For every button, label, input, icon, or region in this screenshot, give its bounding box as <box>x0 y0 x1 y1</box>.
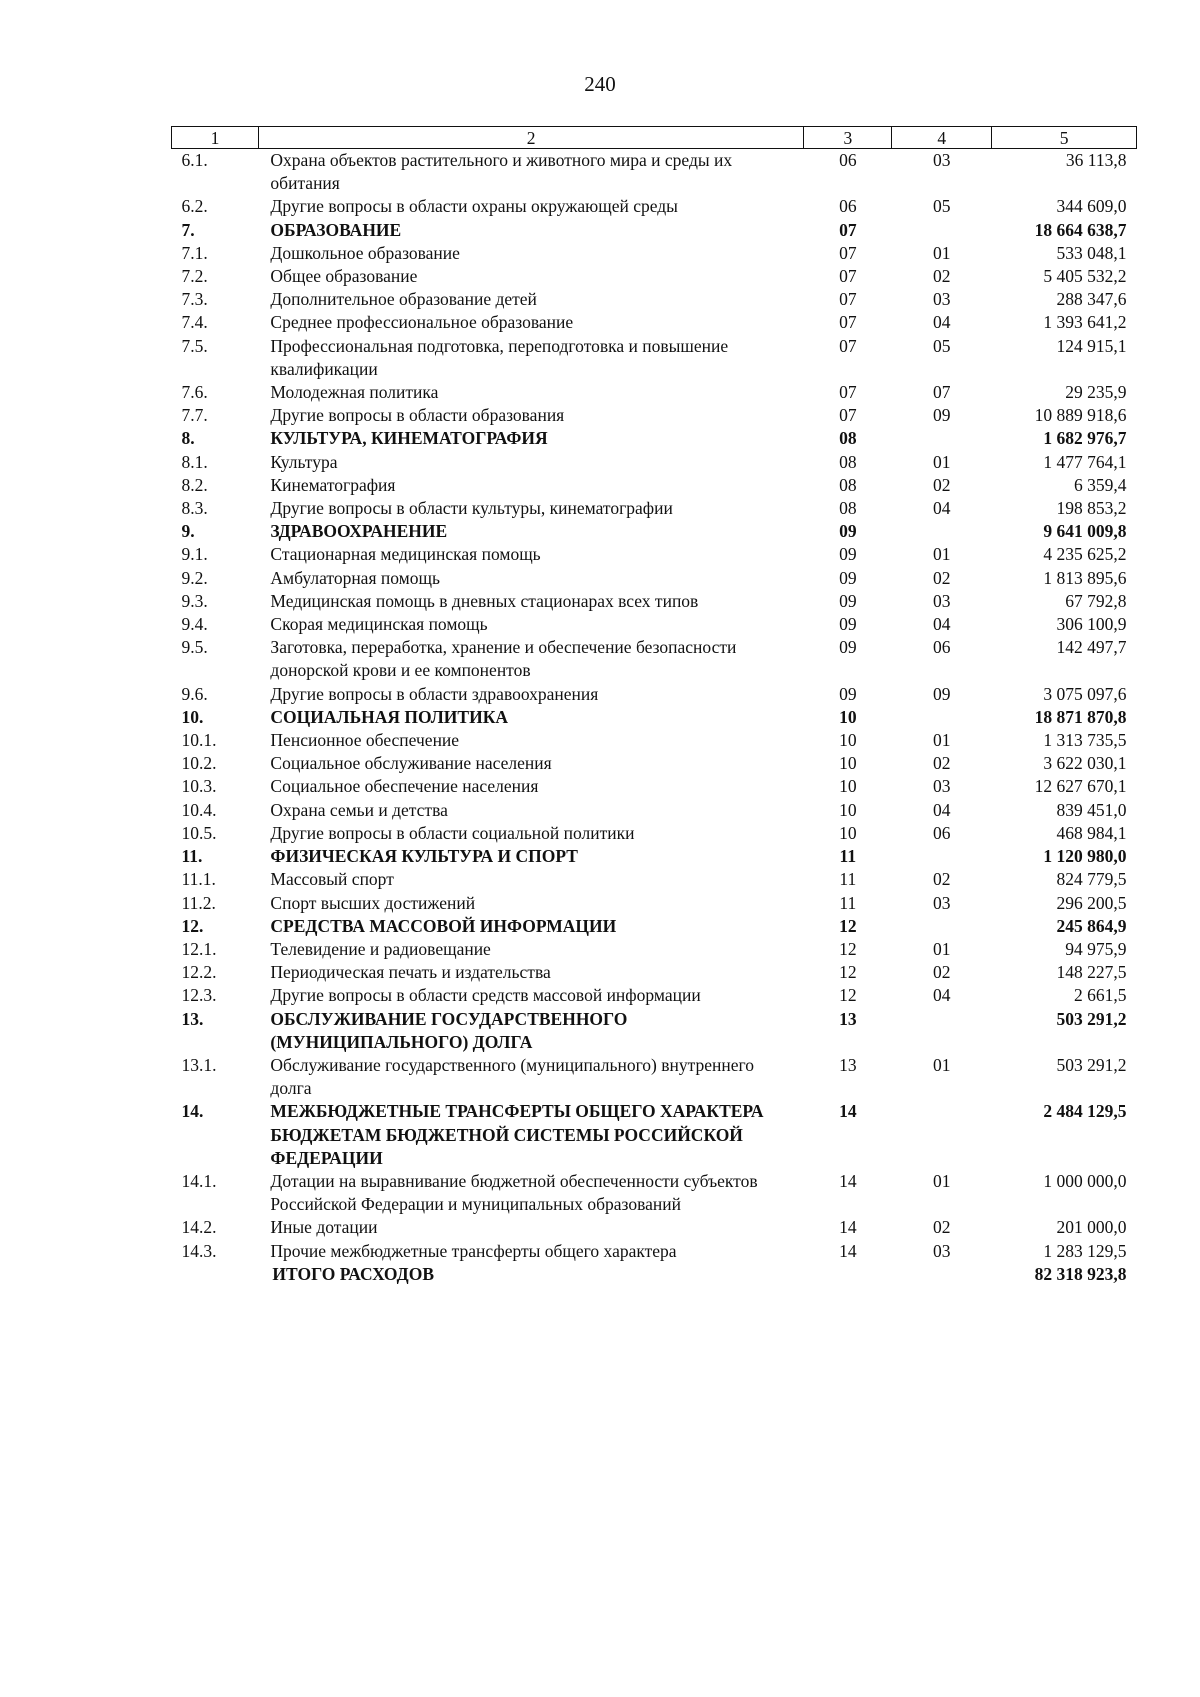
row-subsection: 04 <box>932 312 951 333</box>
table-row <box>172 242 1137 265</box>
row-name: Медицинская помощь в дневных стационарах всех типов <box>270 590 699 611</box>
row-subsection <box>892 1100 992 1170</box>
row-name: Охрана объектов растительного и животного мира и среды их обитания <box>270 150 733 194</box>
row-number: 14.1. <box>181 1170 217 1191</box>
row-name: Массовый спорт <box>270 869 394 890</box>
row-amount: 1 477 764,1 <box>1043 451 1127 472</box>
row-name: Социальное обеспечение населения <box>270 776 539 797</box>
row-section: 10 <box>839 822 857 843</box>
row-section: 07 <box>839 312 857 333</box>
row-number: 14.2. <box>181 1217 217 1238</box>
row-name: Молодежная политика <box>270 382 439 403</box>
row-name: МЕЖБЮДЖЕТНЫЕ ТРАНСФЕРТЫ ОБЩЕГО ХАРАКТЕРА БЮДЖЕТАМ БЮДЖЕТНОЙ СИСТЕМЫ РОССИЙСКОЙ ФЕДЕРАЦИИ <box>270 1101 764 1168</box>
row-section: 13 <box>839 1054 857 1075</box>
table-row <box>172 729 1137 752</box>
table-header <box>172 127 1137 149</box>
row-amount: 142 497,7 <box>1056 637 1127 658</box>
row-subsection: 03 <box>932 892 951 913</box>
row-subsection: 04 <box>932 498 951 519</box>
row-section: 09 <box>839 590 857 611</box>
row-subsection: 02 <box>932 869 951 890</box>
row-number: 8. <box>181 428 195 449</box>
table-row <box>172 613 1137 636</box>
table-body <box>172 149 1137 1286</box>
row-number: 13.1. <box>181 1054 217 1075</box>
row-name: Телевидение и радиовещание <box>270 938 491 959</box>
table-row <box>172 845 1137 868</box>
table-row <box>172 567 1137 590</box>
row-subsection: 03 <box>932 590 951 611</box>
row-subsection: 01 <box>932 1170 951 1191</box>
row-section: 09 <box>839 567 857 588</box>
row-section: 14 <box>839 1240 857 1261</box>
row-subsection: 02 <box>932 1217 951 1238</box>
row-subsection: 02 <box>932 266 951 287</box>
table-row <box>172 543 1137 566</box>
row-amount: 2 484 129,5 <box>1043 1101 1127 1122</box>
total-section <box>804 1263 892 1286</box>
row-number: 9.5. <box>181 637 208 658</box>
row-section: 12 <box>839 962 857 983</box>
row-amount: 10 889 918,6 <box>1034 405 1127 426</box>
row-amount: 201 000,0 <box>1056 1217 1127 1238</box>
table-row <box>172 381 1137 404</box>
row-amount: 148 227,5 <box>1056 962 1127 983</box>
row-amount: 94 975,9 <box>1065 938 1127 959</box>
row-number: 8.3. <box>181 498 208 519</box>
row-section: 07 <box>839 405 857 426</box>
row-amount: 3 622 030,1 <box>1043 753 1127 774</box>
row-subsection: 03 <box>932 150 951 170</box>
row-number: 9. <box>181 521 195 542</box>
row-name: Амбулаторная помощь <box>270 567 440 588</box>
row-number: 11. <box>181 846 203 867</box>
row-subsection: 03 <box>932 776 951 797</box>
row-subsection: 05 <box>932 196 951 217</box>
row-amount: 1 000 000,0 <box>1043 1170 1127 1191</box>
row-section: 09 <box>839 544 857 565</box>
row-number: 10.5. <box>181 822 217 843</box>
row-name: СОЦИАЛЬНАЯ ПОЛИТИКА <box>270 706 509 727</box>
row-subsection: 01 <box>932 938 951 959</box>
row-number: 11.2. <box>181 892 216 913</box>
row-number: 9.1. <box>181 544 208 565</box>
row-amount: 296 200,5 <box>1056 892 1127 913</box>
table-row <box>172 288 1137 311</box>
row-name: ОБРАЗОВАНИЕ <box>270 219 402 240</box>
total-num <box>172 1263 259 1286</box>
header-row <box>172 127 1137 149</box>
row-amount: 67 792,8 <box>1065 590 1127 611</box>
row-amount: 18 871 870,8 <box>1034 706 1127 727</box>
table-row <box>172 1100 1137 1170</box>
row-number: 8.1. <box>181 451 208 472</box>
table-row <box>172 868 1137 891</box>
row-subsection: 01 <box>932 242 951 263</box>
row-name: Другие вопросы в области образования <box>270 405 565 426</box>
row-subsection <box>892 219 992 242</box>
row-number: 7.7. <box>181 405 208 426</box>
row-number: 10.2. <box>181 753 217 774</box>
row-name: ЗДРАВООХРАНЕНИЕ <box>270 521 448 542</box>
row-amount: 824 779,5 <box>1056 869 1127 890</box>
table-row <box>172 335 1137 381</box>
row-amount: 4 235 625,2 <box>1043 544 1127 565</box>
table-row <box>172 404 1137 427</box>
table-row <box>172 984 1137 1007</box>
row-amount: 12 627 670,1 <box>1034 776 1127 797</box>
row-amount: 503 291,2 <box>1056 1008 1127 1029</box>
row-number: 12.3. <box>181 985 217 1006</box>
row-number: 10.1. <box>181 730 217 751</box>
table-row <box>172 1170 1137 1216</box>
row-amount: 1 682 976,7 <box>1043 428 1127 449</box>
row-subsection: 01 <box>932 544 951 565</box>
table-row <box>172 520 1137 543</box>
budget-table <box>171 126 1137 1286</box>
row-number: 6.1. <box>181 150 208 170</box>
row-subsection: 02 <box>932 474 951 495</box>
row-subsection <box>892 520 992 543</box>
table-row <box>172 1008 1137 1054</box>
row-section: 08 <box>839 428 857 449</box>
row-number: 7. <box>181 219 195 240</box>
row-section: 07 <box>839 266 857 287</box>
table-row <box>172 474 1137 497</box>
total-subsection <box>892 1263 992 1286</box>
row-name: Социальное обслуживание населения <box>270 753 552 774</box>
row-section: 14 <box>839 1170 857 1191</box>
row-section: 10 <box>839 776 857 797</box>
row-name: Другие вопросы в области социальной политики <box>270 822 635 843</box>
row-amount: 9 641 009,8 <box>1043 521 1127 542</box>
row-section: 10 <box>839 706 857 727</box>
header-col-4: 4 <box>892 127 992 149</box>
row-amount: 839 451,0 <box>1056 799 1127 820</box>
row-amount: 533 048,1 <box>1056 242 1127 263</box>
row-section: 09 <box>839 683 857 704</box>
row-section: 14 <box>839 1217 857 1238</box>
row-name: Другие вопросы в области охраны окружающей среды <box>270 196 678 217</box>
row-subsection: 01 <box>932 1054 951 1075</box>
row-number: 13. <box>181 1008 204 1029</box>
row-name: КУЛЬТУРА, КИНЕМАТОГРАФИЯ <box>270 428 548 449</box>
row-number: 10.4. <box>181 799 217 820</box>
row-amount: 29 235,9 <box>1065 382 1127 403</box>
row-section: 07 <box>839 242 857 263</box>
row-number: 14.3. <box>181 1240 217 1261</box>
table-row <box>172 451 1137 474</box>
table-row <box>172 961 1137 984</box>
row-amount: 5 405 532,2 <box>1043 266 1127 287</box>
row-subsection: 01 <box>932 730 951 751</box>
row-name: Скорая медицинская помощь <box>270 614 488 635</box>
row-name: Дотации на выравнивание бюджетной обеспеченности субъектов Российской Федерации и муниципальных образований <box>270 1170 758 1215</box>
row-amount: 1 313 735,5 <box>1043 730 1127 751</box>
row-section: 12 <box>839 915 857 936</box>
header-col-2: 2 <box>258 127 803 149</box>
row-amount: 468 984,1 <box>1056 822 1127 843</box>
row-name: Среднее профессиональное образование <box>270 312 574 333</box>
row-name: Профессиональная подготовка, переподготовка и повышение квалификации <box>270 335 729 379</box>
row-section: 12 <box>839 985 857 1006</box>
row-subsection: 02 <box>932 567 951 588</box>
row-number: 7.3. <box>181 289 208 310</box>
row-amount: 18 664 638,7 <box>1034 219 1127 240</box>
row-subsection <box>892 845 992 868</box>
row-section: 09 <box>839 637 857 658</box>
row-number: 10. <box>181 706 204 727</box>
row-section: 07 <box>839 219 857 240</box>
row-name: Спорт высших достижений <box>270 892 476 913</box>
row-amount: 3 075 097,6 <box>1043 683 1127 704</box>
row-section: 08 <box>839 474 857 495</box>
table-row <box>172 915 1137 938</box>
table-row <box>172 775 1137 798</box>
row-name: ФИЗИЧЕСКАЯ КУЛЬТУРА И СПОРТ <box>270 846 578 867</box>
page-number: 240 <box>584 72 616 96</box>
row-name: Заготовка, переработка, хранение и обеспечение безопасности донорской крови и ее компонентов <box>270 637 737 681</box>
total-label: ИТОГО РАСХОДОВ <box>272 1263 434 1284</box>
row-section: 06 <box>839 150 857 170</box>
row-subsection: 09 <box>932 405 951 426</box>
row-section: 08 <box>839 498 857 519</box>
row-section: 12 <box>839 938 857 959</box>
row-section: 14 <box>839 1101 857 1122</box>
row-section: 07 <box>839 382 857 403</box>
row-amount: 2 661,5 <box>1074 985 1127 1006</box>
table-row <box>172 799 1137 822</box>
table-row <box>172 195 1137 218</box>
row-number: 7.6. <box>181 382 208 403</box>
row-amount: 306 100,9 <box>1056 614 1127 635</box>
row-subsection: 06 <box>932 637 951 658</box>
row-amount: 1 283 129,5 <box>1043 1240 1127 1261</box>
row-section: 09 <box>839 614 857 635</box>
row-name: Кинематография <box>270 474 396 495</box>
row-subsection: 09 <box>932 683 951 704</box>
row-amount: 245 864,9 <box>1056 915 1127 936</box>
row-name: ОБСЛУЖИВАНИЕ ГОСУДАРСТВЕННОГО (МУНИЦИПАЛЬНОГО) ДОЛГА <box>270 1008 628 1052</box>
table-row <box>172 752 1137 775</box>
row-name: Культура <box>270 451 338 472</box>
row-name: Периодическая печать и издательства <box>270 962 551 983</box>
row-name: Пенсионное обеспечение <box>270 730 460 751</box>
row-name: Стационарная медицинская помощь <box>270 544 541 565</box>
row-subsection: 06 <box>932 822 951 843</box>
row-name: Иные дотации <box>270 1217 378 1238</box>
row-name: Другие вопросы в области средств массовой информации <box>270 985 701 1006</box>
row-section: 10 <box>839 730 857 751</box>
row-section: 11 <box>839 892 857 913</box>
row-section: 11 <box>839 869 857 890</box>
row-number: 12.2. <box>181 962 217 983</box>
row-number: 12. <box>181 915 204 936</box>
row-subsection: 04 <box>932 799 951 820</box>
row-number: 9.6. <box>181 683 208 704</box>
table-row <box>172 683 1137 706</box>
row-section: 07 <box>839 335 857 356</box>
row-section: 13 <box>839 1008 857 1029</box>
row-subsection: 04 <box>932 985 951 1006</box>
table-row <box>172 497 1137 520</box>
row-subsection: 03 <box>932 1240 951 1261</box>
row-amount: 344 609,0 <box>1056 196 1127 217</box>
table-row <box>172 590 1137 613</box>
row-number: 7.4. <box>181 312 208 333</box>
row-name: Другие вопросы в области здравоохранения <box>270 683 599 704</box>
row-subsection: 02 <box>932 753 951 774</box>
row-amount: 503 291,2 <box>1056 1054 1127 1075</box>
header-col-3: 3 <box>804 127 892 149</box>
row-subsection: 02 <box>932 962 951 983</box>
table-row <box>172 427 1137 450</box>
row-number: 12.1. <box>181 938 217 959</box>
header-col-5: 5 <box>992 127 1137 149</box>
row-section: 08 <box>839 451 857 472</box>
row-amount: 1 393 641,2 <box>1043 312 1127 333</box>
row-name: Прочие межбюджетные трансферты общего характера <box>270 1240 677 1261</box>
row-number: 10.3. <box>181 776 217 797</box>
total-row <box>172 1263 1137 1286</box>
row-number: 9.2. <box>181 567 208 588</box>
table-row <box>172 892 1137 915</box>
row-number: 7.1. <box>181 242 208 263</box>
row-name: Дошкольное образование <box>270 242 460 263</box>
row-subsection: 01 <box>932 451 951 472</box>
table-row <box>172 1216 1137 1239</box>
table-row <box>172 706 1137 729</box>
header-col-1: 1 <box>172 127 259 149</box>
row-name: Дополнительное образование детей <box>270 289 537 310</box>
row-amount: 1 813 895,6 <box>1043 567 1127 588</box>
row-amount: 288 347,6 <box>1056 289 1127 310</box>
row-name: Общее образование <box>270 266 418 287</box>
row-section: 10 <box>839 753 857 774</box>
table-row <box>172 938 1137 961</box>
row-number: 14. <box>181 1101 204 1122</box>
table-row <box>172 1240 1137 1263</box>
table-row <box>172 1054 1137 1100</box>
row-number: 8.2. <box>181 474 208 495</box>
row-number: 6.2. <box>181 196 208 217</box>
table-row <box>172 219 1137 242</box>
row-number: 11.1. <box>181 869 216 890</box>
row-section: 06 <box>839 196 857 217</box>
row-subsection <box>892 427 992 450</box>
row-name: Обслуживание государственного (муниципального) внутреннего долга <box>270 1054 755 1099</box>
row-number: 9.4. <box>181 614 208 635</box>
total-amount: 82 318 923,8 <box>1034 1263 1127 1284</box>
row-section: 11 <box>839 846 857 867</box>
table-row <box>172 149 1137 196</box>
row-number: 7.2. <box>181 266 208 287</box>
row-section: 07 <box>839 289 857 310</box>
row-subsection: 07 <box>932 382 951 403</box>
row-subsection: 05 <box>932 335 951 356</box>
table-row <box>172 265 1137 288</box>
table-row <box>172 636 1137 682</box>
row-subsection <box>892 915 992 938</box>
table-row <box>172 822 1137 845</box>
row-section: 10 <box>839 799 857 820</box>
row-amount: 6 359,4 <box>1074 474 1127 495</box>
table-row <box>172 311 1137 334</box>
row-subsection <box>892 706 992 729</box>
row-amount: 198 853,2 <box>1056 498 1127 519</box>
row-subsection: 04 <box>932 614 951 635</box>
row-amount: 1 120 980,0 <box>1043 846 1127 867</box>
row-name: Другие вопросы в области культуры, кинематографии <box>270 498 673 519</box>
row-subsection: 03 <box>932 289 951 310</box>
row-number: 9.3. <box>181 590 208 611</box>
row-name: Охрана семьи и детства <box>270 799 448 820</box>
row-amount: 124 915,1 <box>1056 335 1127 356</box>
row-number: 7.5. <box>181 335 208 356</box>
row-subsection <box>892 1008 992 1054</box>
row-amount: 36 113,8 <box>1065 150 1127 170</box>
row-name: СРЕДСТВА МАССОВОЙ ИНФОРМАЦИИ <box>270 915 617 936</box>
row-section: 09 <box>839 521 857 542</box>
